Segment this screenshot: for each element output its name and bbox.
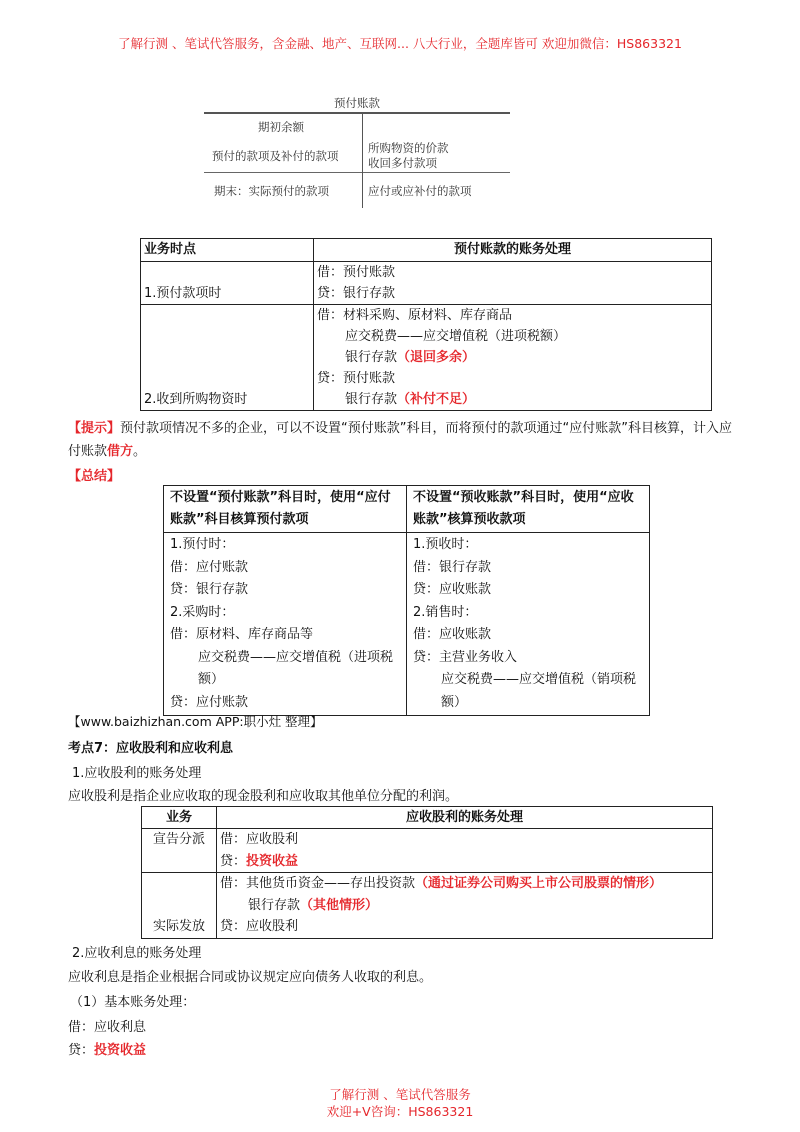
- summary-label: 【总结】: [68, 469, 121, 484]
- entry-line: 贷：应收账款: [413, 582, 492, 597]
- table-row: [141, 305, 712, 411]
- entry-prefix: 贷：: [220, 853, 247, 869]
- footer-line: 欢迎+V咨询：HS863321: [326, 1104, 474, 1119]
- row-entries: [217, 829, 713, 873]
- entry-line: 借：材料采购、原材料、库存商品: [317, 308, 513, 323]
- entry-line: [220, 851, 709, 873]
- t-account-left-3: 期末：实际预付的款项: [214, 184, 329, 198]
- entry-line: 贷：应付账款: [170, 694, 249, 710]
- t-account-top-line: [204, 112, 510, 114]
- table-header: 不设置“预收账款”科目时，使用“应收账款”核算预收款项: [407, 486, 650, 533]
- entry-line: 贷：银行存款: [317, 286, 396, 301]
- table-row: [164, 533, 650, 716]
- entry-line: 借：预付账款: [317, 265, 396, 280]
- t-account-balance-line: [204, 172, 362, 173]
- entry-account: 银行存款: [345, 350, 398, 365]
- entry-line: [220, 873, 709, 895]
- t-account-right-1: 所购物资的价款: [368, 141, 449, 155]
- row-time: 2.收到所购物资时: [141, 305, 314, 411]
- entry-line: 贷：银行存款: [170, 582, 249, 597]
- entry-note: （其他情形）: [300, 897, 379, 913]
- subheading-2: 2.应收利息的账务处理: [72, 946, 202, 961]
- row-label: 宣告分派: [142, 829, 217, 873]
- entry-line: 1.预收时：: [413, 537, 478, 552]
- entry-line: 1.预付时：: [170, 537, 235, 552]
- entry-line: 应交税费——应交增值税（进项税额）: [345, 329, 567, 344]
- entry-line: 贷：预付账款: [317, 371, 396, 386]
- paragraph-2: 应收利息是指企业根据合同或协议规定应向债务人收取的利息。: [68, 970, 433, 985]
- tip-label: 【提示】: [68, 421, 121, 436]
- table-header: 预付账款的账务处理: [314, 239, 712, 262]
- t-account-left-2: 预付的款项及补付的款项: [212, 149, 339, 163]
- tip-text: 预付款项情况不多的企业，可以不设置“预付账款”科目，而将预付的款项通过“应付账款”科目核算，计入应付账款: [68, 421, 732, 459]
- entry-note: （退回多余）: [397, 350, 476, 365]
- entry-debit: 借：应收利息: [68, 1020, 147, 1035]
- table-row: [142, 829, 713, 873]
- row-entries: [314, 262, 712, 305]
- dividends-table: [141, 806, 713, 939]
- table-header: 业务: [142, 807, 217, 829]
- entry-line: 借：原材料、库存商品等: [170, 627, 314, 642]
- table-row: [142, 873, 713, 939]
- table-header: 应收股利的账务处理: [217, 807, 713, 829]
- entry-emphasis: 投资收益: [246, 853, 299, 869]
- row-entries: [314, 305, 712, 411]
- entry-line: [220, 895, 709, 917]
- entry-line: [317, 389, 708, 410]
- entry-emphasis: 投资收益: [94, 1043, 147, 1058]
- table-header: 不设置“预付账款”科目时，使用“应付账款”科目核算预付款项: [164, 486, 407, 533]
- entry-line: [317, 347, 708, 368]
- tip-end: 。: [133, 444, 147, 459]
- entry-line: 借：应收账款: [413, 627, 492, 642]
- tip-emphasis: 借方: [107, 444, 134, 459]
- t-account-right-2: 收回多付款项: [368, 156, 437, 170]
- entry-line: 借：应付账款: [170, 559, 249, 575]
- t-account-left-1: 期初余额: [258, 120, 304, 134]
- prepaid-accounts-table: [140, 238, 712, 411]
- row-entries: [217, 873, 713, 939]
- entry-note: （通过证券公司购买上市公司股票的情形）: [415, 876, 663, 891]
- list-item-1: （1）基本账务处理：: [70, 995, 196, 1010]
- section-title: 考点7：应收股利和应收利息: [68, 741, 234, 756]
- entry-line: 贷：应收股利: [220, 919, 299, 934]
- t-account-balance-line-right: [363, 172, 510, 173]
- entry-line: 借：应收股利: [220, 832, 299, 847]
- tip-paragraph: [68, 417, 738, 463]
- entry-line: 贷：主营业务收入: [413, 649, 518, 665]
- t-account-diagram: [204, 95, 510, 213]
- table-row: [141, 262, 712, 305]
- table-header: 业务时点: [141, 239, 314, 262]
- entry-line: 2.销售时：: [413, 604, 478, 620]
- t-account-title: 预付账款: [334, 96, 380, 110]
- left-entries: [164, 533, 407, 716]
- entry-line: 借：银行存款: [413, 559, 492, 575]
- source-note: 【www.baizhizhan.com APP:职小灶 整理】: [68, 714, 323, 729]
- entry-account: 借：其他货币资金——存出投资款: [220, 876, 416, 891]
- paragraph-1: 应收股利是指企业应收取的现金股利和应收取其他单位分配的利润。: [68, 789, 459, 804]
- entry-line: 2.采购时：: [170, 604, 235, 620]
- entry-note: （补付不足）: [397, 392, 476, 407]
- row-time: 1.预付款项时: [141, 262, 314, 305]
- entry-prefix: 贷：: [68, 1043, 95, 1058]
- entry-credit: [68, 1039, 146, 1058]
- footer-line: 了解行测 、笔试代答服务: [329, 1087, 471, 1102]
- summary-table: [163, 485, 650, 716]
- t-account-divider: [362, 114, 363, 208]
- right-entries: [407, 533, 650, 716]
- subheading-1: 1.应收股利的账务处理: [72, 766, 202, 781]
- entry-account: 银行存款: [345, 392, 398, 407]
- row-label: 实际发放: [142, 873, 217, 939]
- header-banner: 了解行测 、笔试代答服务，含金融、地产、互联网... 八大行业，全题库皆可 欢迎加微信：HS863321: [118, 36, 682, 51]
- entry-line: 应交税费——应交增值税（进项税额）: [198, 649, 394, 687]
- footer: [0, 1086, 800, 1120]
- t-account-right-3: 应付或应补付的款项: [368, 184, 472, 198]
- entry-line: 应交税费——应交增值税（销项税额）: [441, 672, 637, 710]
- entry-account: 银行存款: [248, 897, 301, 913]
